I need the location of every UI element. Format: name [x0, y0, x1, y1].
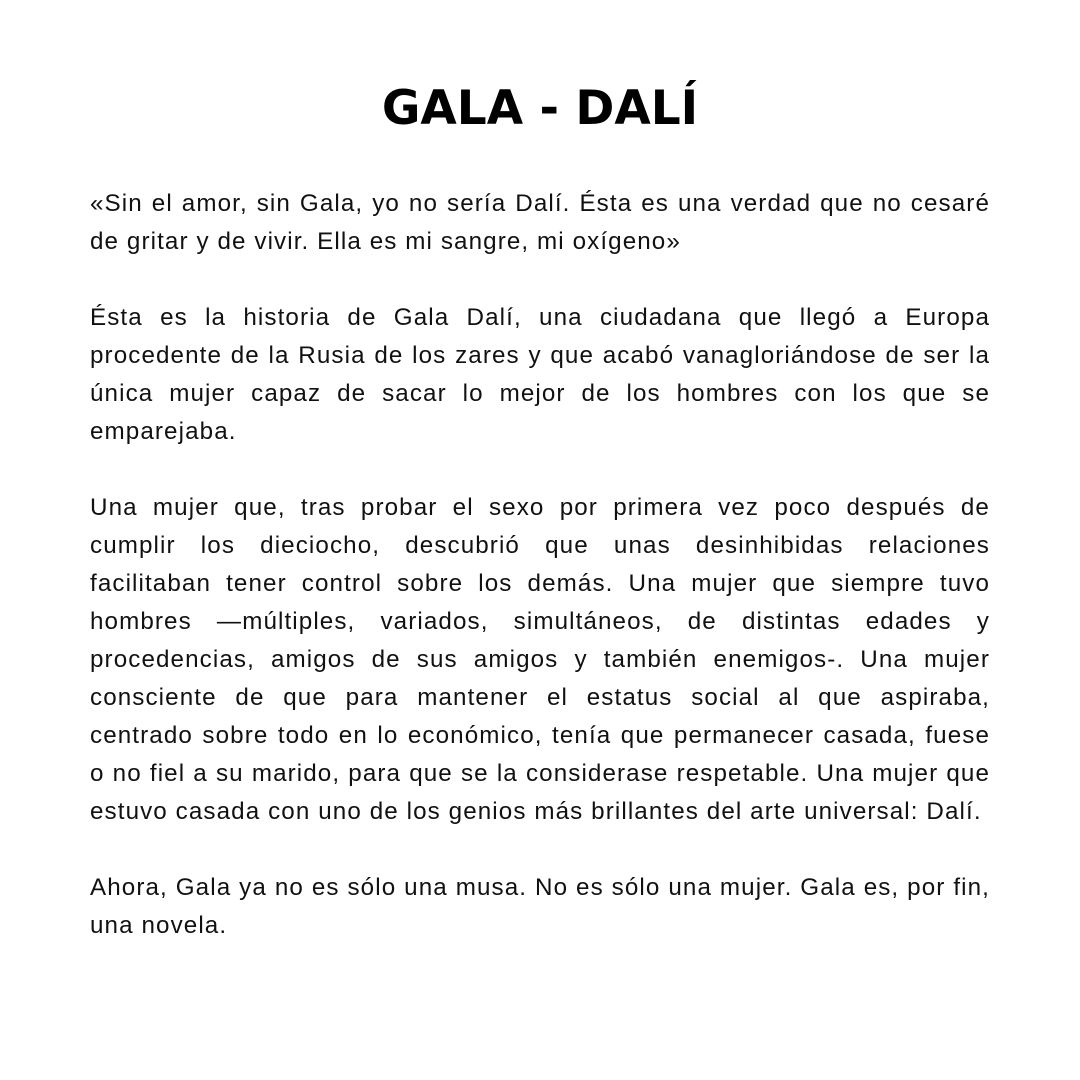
description-paragraph: Una mujer que, tras probar el sexo por primera vez poco después de cumplir los dieciocho, descubrió que unas desinhibidas relaciones facilitaban tener control sobre los demás. Una mujer que siempre tuvo hombres —múltiples, variados, simultáneos, de distintas edades y procedencias, amigos de sus amigos y también enemigos-. Una mujer consciente de que para mantener el estatus social al que aspiraba, centrado sobre todo en lo económico, tenía que permanecer casada, fuese o no fiel a su marido, para que se la considerase respetable. Una mujer que estuvo casada con uno de los genios más brillantes del arte universal: Dalí. [90, 494, 990, 825]
quote-paragraph: «Sin el amor, sin Gala, yo no sería Dalí. Ésta es una verdad que no cesaré de gritar y de vivir. Ella es mi sangre, mi oxígeno» [90, 190, 990, 255]
intro-paragraph: Ésta es la historia de Gala Dalí, una ciudadana que llegó a Europa procedente de la Rusia de los zares y que acabó vanagloriándose de ser la única mujer capaz de sacar lo mejor de los hombres con los que se emparejaba. [90, 304, 990, 445]
closing-paragraph: Ahora, Gala ya no es sólo una musa. No es sólo una mujer. Gala es, por fin, una novela. [90, 874, 990, 939]
page-title: GALA - DALÍ [381, 81, 699, 136]
body-text [90, 185, 990, 983]
